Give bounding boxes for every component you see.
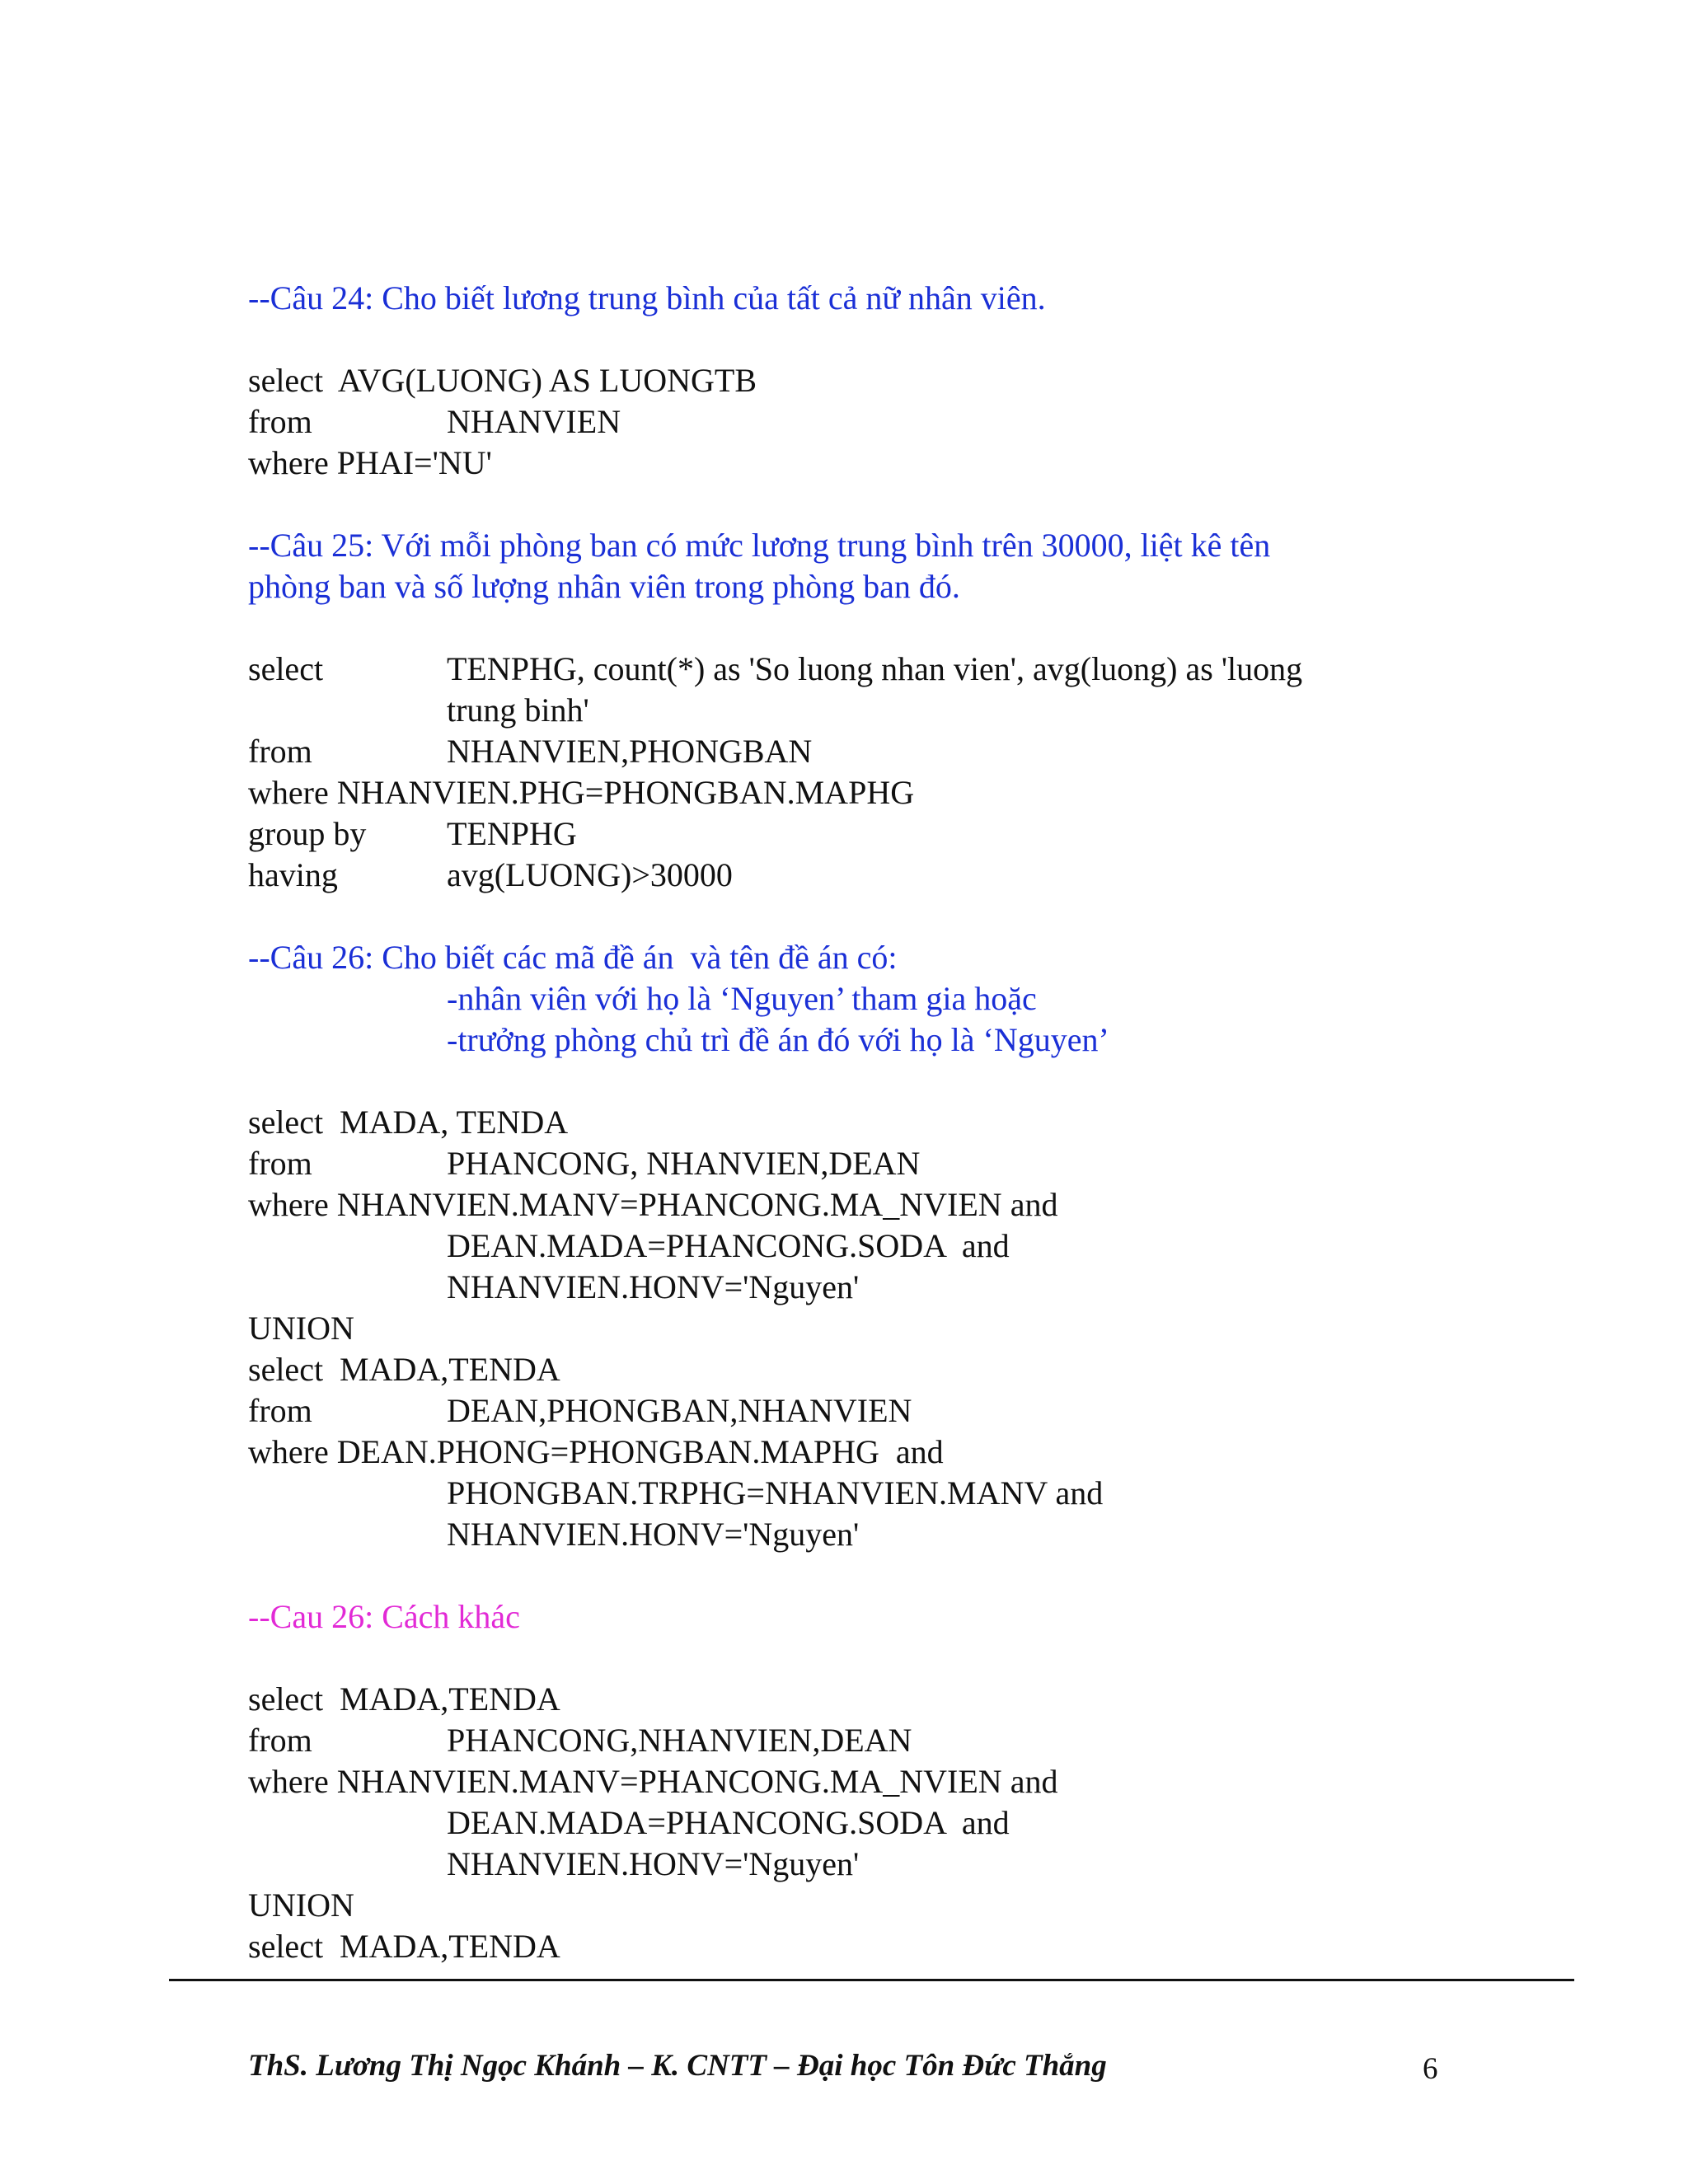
sql-keyword: from xyxy=(248,733,312,770)
sql-keyword: select xyxy=(248,650,324,687)
question-25-comment: --Câu 25: Với mỗi phòng ban có mức lương trung bình trên 30000, liệt kê tên xyxy=(248,527,1271,564)
question-26-bullet: -trưởng phòng chủ trì đề án đó với họ là ‘Nguyen’ xyxy=(447,1021,1109,1058)
sql-line: select AVG(LUONG) AS LUONGTB xyxy=(248,362,757,399)
sql-line xyxy=(248,649,1302,690)
sql-value: PHANCONG,NHANVIEN,DEAN xyxy=(447,1722,912,1759)
sql-keyword: from xyxy=(248,1722,312,1759)
sql-line: select MADA,TENDA xyxy=(248,1680,560,1718)
sql-line: select MADA,TENDA xyxy=(248,1351,560,1388)
question-26-comment: --Câu 26: Cho biết các mã đề án và tên đề án có: xyxy=(248,939,898,976)
sql-line: select MADA,TENDA xyxy=(248,1928,560,1965)
sql-value: PHANCONG, NHANVIEN,DEAN xyxy=(447,1145,921,1182)
sql-line: select MADA, TENDA xyxy=(248,1104,569,1141)
sql-value: avg(LUONG)>30000 xyxy=(447,856,733,893)
sql-keyword: from xyxy=(248,1392,312,1429)
sql-value: TENPHG, count(*) as 'So luong nhan vien', avg(luong) as 'luong xyxy=(447,650,1303,687)
footer-author: ThS. Lương Thị Ngọc Khánh – K. CNTT – Đại học Tôn Đức Thắng xyxy=(248,2049,1107,2083)
sql-line-cont: trung binh' xyxy=(447,691,589,729)
sql-union: UNION xyxy=(248,1310,354,1347)
alt-solution-comment: --Cau 26: Cách khác xyxy=(248,1598,520,1635)
sql-line xyxy=(248,1390,912,1432)
sql-line xyxy=(248,855,733,896)
sql-keyword: having xyxy=(248,856,338,893)
sql-line xyxy=(248,1143,920,1184)
sql-line xyxy=(248,401,621,443)
sql-line-cont: DEAN.MADA=PHANCONG.SODA and xyxy=(447,1227,1010,1264)
footer-divider xyxy=(169,1979,1574,1981)
question-25-comment-cont: phòng ban và số lượng nhân viên trong phòng ban đó. xyxy=(248,568,960,605)
question-24-comment: --Câu 24: Cho biết lương trung bình của tất cả nữ nhân viên. xyxy=(248,279,1046,316)
sql-line-cont: PHONGBAN.TRPHG=NHANVIEN.MANV and xyxy=(447,1474,1104,1511)
sql-line xyxy=(248,731,812,772)
page-number: 6 xyxy=(1423,2052,1438,2086)
sql-line xyxy=(248,813,577,855)
sql-line: where NHANVIEN.MANV=PHANCONG.MA_NVIEN and xyxy=(248,1763,1058,1800)
sql-line-cont: NHANVIEN.HONV='Nguyen' xyxy=(447,1268,860,1305)
sql-keyword: group by xyxy=(248,815,367,852)
sql-line xyxy=(248,1720,912,1761)
sql-line-cont: NHANVIEN.HONV='Nguyen' xyxy=(447,1516,860,1553)
sql-value: NHANVIEN,PHONGBAN xyxy=(447,733,813,770)
sql-line: where NHANVIEN.MANV=PHANCONG.MA_NVIEN and xyxy=(248,1186,1058,1223)
sql-keyword: from xyxy=(248,403,312,440)
sql-value: NHANVIEN xyxy=(447,403,621,440)
sql-line: where NHANVIEN.PHG=PHONGBAN.MAPHG xyxy=(248,774,915,811)
sql-keyword: from xyxy=(248,1145,312,1182)
question-26-bullet: -nhân viên với họ là ‘Nguyen’ tham gia hoặc xyxy=(447,980,1037,1017)
sql-line: where PHAI='NU' xyxy=(248,444,492,481)
sql-union: UNION xyxy=(248,1886,354,1924)
sql-line-cont: DEAN.MADA=PHANCONG.SODA and xyxy=(447,1804,1010,1841)
sql-value: DEAN,PHONGBAN,NHANVIEN xyxy=(447,1392,912,1429)
sql-line: where DEAN.PHONG=PHONGBAN.MAPHG and xyxy=(248,1433,944,1470)
sql-value: TENPHG xyxy=(447,815,577,852)
sql-line-cont: NHANVIEN.HONV='Nguyen' xyxy=(447,1845,860,1882)
